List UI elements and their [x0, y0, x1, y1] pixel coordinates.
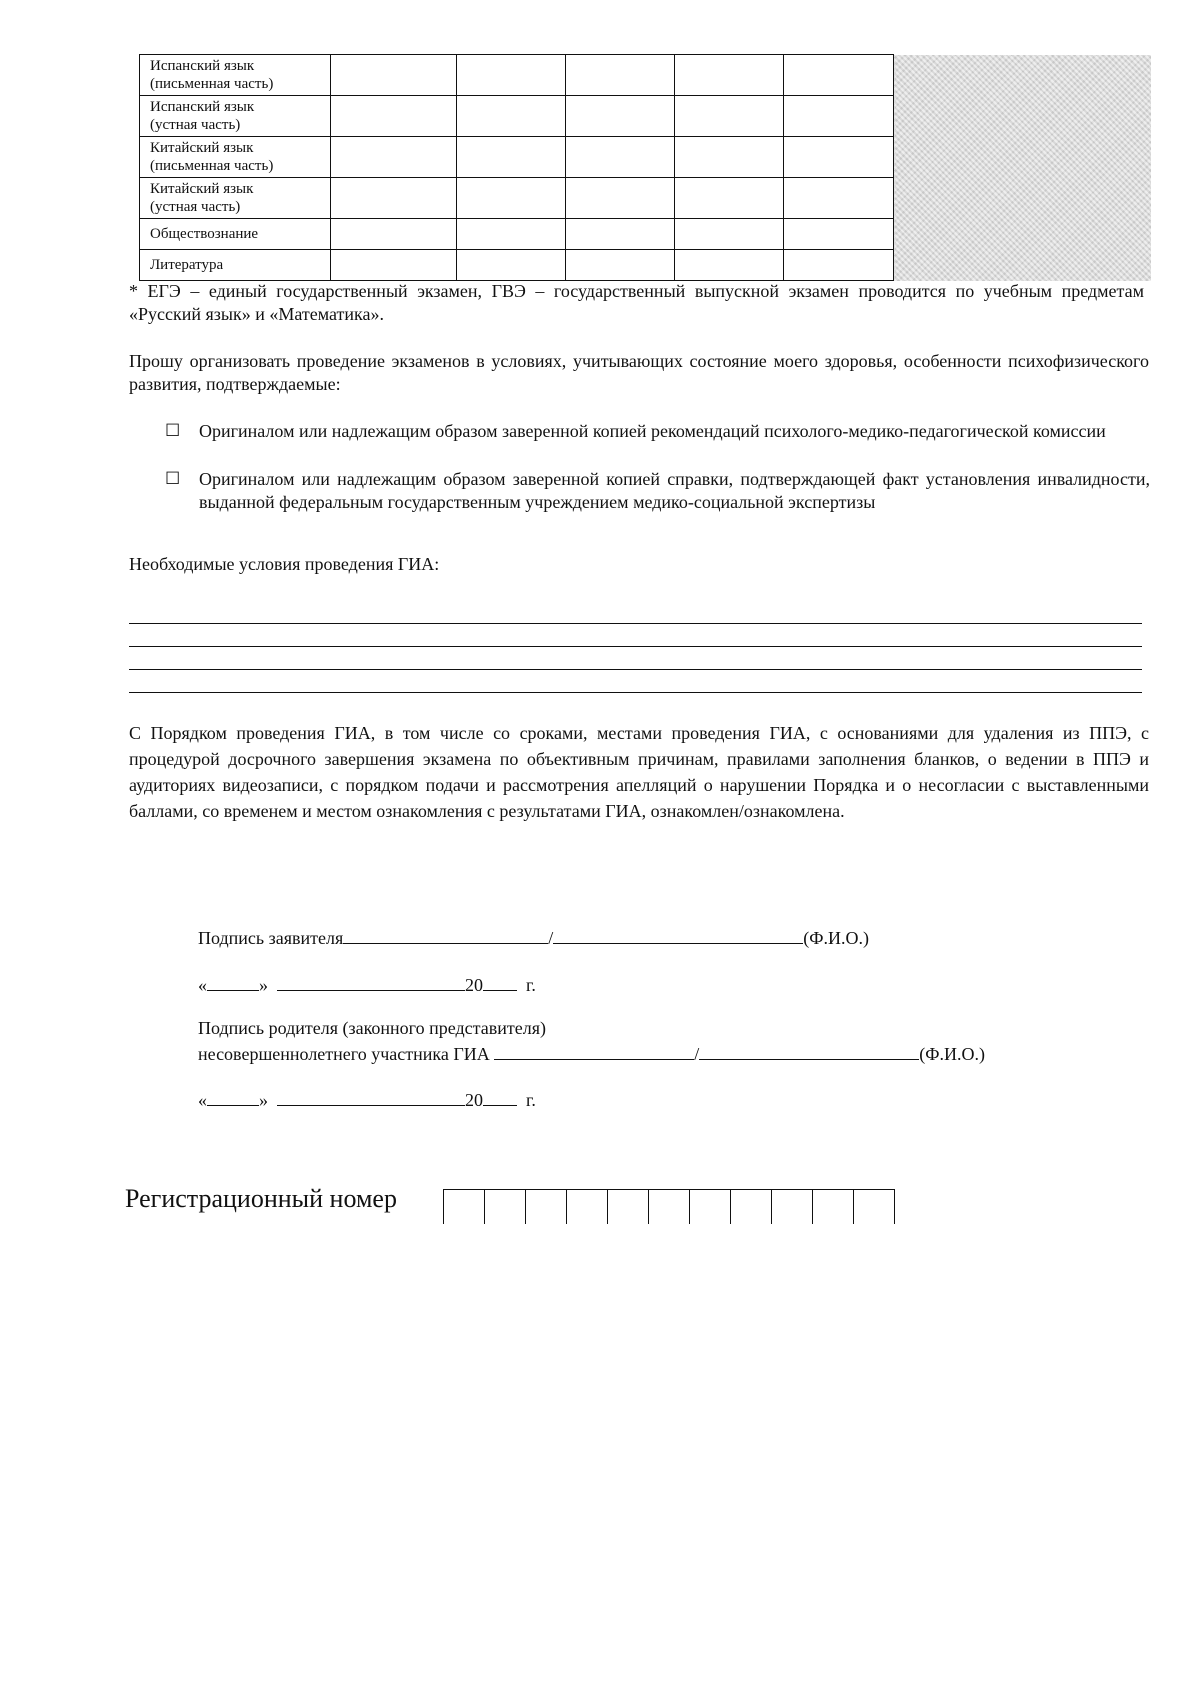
- parent-year-field[interactable]: [483, 1087, 517, 1106]
- exam-subjects-table: [139, 54, 1151, 281]
- exam-mark-cell[interactable]: [566, 55, 675, 96]
- exam-mark-cell[interactable]: [457, 178, 566, 219]
- exam-mark-cell[interactable]: [675, 96, 784, 137]
- conditions-line-1[interactable]: [129, 623, 1142, 624]
- registration-digit-box[interactable]: [853, 1189, 895, 1224]
- exam-mark-cell[interactable]: [566, 96, 675, 137]
- registration-number-boxes: [443, 1189, 895, 1225]
- exam-mark-cell[interactable]: [675, 250, 784, 281]
- exam-mark-cell[interactable]: [457, 55, 566, 96]
- registration-number-label: Регистрационный номер: [125, 1184, 397, 1213]
- date-year-suffix: г.: [526, 975, 536, 995]
- exam-mark-cell[interactable]: [331, 96, 457, 137]
- exam-mark-cell[interactable]: [784, 178, 894, 219]
- exam-subject-cell: Китайский язык (устная часть): [140, 178, 331, 219]
- parent-signature-label-1: Подпись родителя (законного представителя): [198, 1018, 546, 1038]
- exam-mark-cell[interactable]: [784, 96, 894, 137]
- conditions-label: Необходимые условия проведения ГИА:: [129, 554, 440, 574]
- registration-digit-box[interactable]: [443, 1189, 484, 1224]
- applicant-fio-field[interactable]: [553, 925, 803, 944]
- exam-mark-cell[interactable]: [675, 178, 784, 219]
- exam-mark-cell[interactable]: [331, 137, 457, 178]
- exam-mark-cell[interactable]: [566, 250, 675, 281]
- applicant-separator: /: [548, 928, 554, 948]
- exam-mark-cell[interactable]: [331, 250, 457, 281]
- exam-table-row: [140, 55, 1151, 96]
- exam-mark-cell[interactable]: [675, 219, 784, 250]
- registration-digit-box[interactable]: [566, 1189, 607, 1224]
- exam-subject-cell: Китайский язык (письменная часть): [140, 137, 331, 178]
- parent-date-year-suffix: г.: [526, 1090, 536, 1110]
- registration-digit-box[interactable]: [525, 1189, 566, 1224]
- registration-digit-box[interactable]: [730, 1189, 771, 1224]
- footnote: * ЕГЭ – единый государственный экзамен, ГВЭ – государственный выпускной экзамен проводится по учебным предметам «Русский язык» и «Математика».: [129, 281, 1144, 324]
- exam-subject-cell: Испанский язык (письменная часть): [140, 55, 331, 96]
- registration-digit-box[interactable]: [812, 1189, 853, 1224]
- exam-subject-cell: Литература: [140, 250, 331, 281]
- option-disability-text: Оригиналом или надлежащим образом заверенной копией справки, подтверждающей факт установления инвалидности, выданной федеральным государственным учреждением медико-социальной экспертизы: [199, 469, 1150, 512]
- exam-mark-cell[interactable]: [457, 250, 566, 281]
- applicant-date-line: [198, 972, 536, 997]
- exam-subject-cell: Обществознание: [140, 219, 331, 250]
- parent-fio-label: (Ф.И.О.): [919, 1044, 985, 1064]
- exam-subject-cell: Испанский язык (устная часть): [140, 96, 331, 137]
- exam-mark-cell[interactable]: [331, 219, 457, 250]
- parent-signature-line: [198, 1041, 985, 1066]
- applicant-month-field[interactable]: [277, 972, 465, 991]
- registration-digit-box[interactable]: [771, 1189, 812, 1224]
- applicant-signature-field[interactable]: [343, 925, 548, 944]
- parent-date-open-quote: «: [198, 1090, 207, 1110]
- checkbox-pmpk[interactable]: ☐: [165, 421, 181, 440]
- applicant-signature-line: [198, 925, 869, 950]
- consent-text: С Порядком проведения ГИА, в том числе со сроками, местами проведения ГИА, с основаниями для удаления из ППЭ, с процедурой досрочного завершения экзамена по объективным причинам, правилами заполнения бланков, о ведении в ППЭ и аудиториях видеозаписи, с порядком подачи и рассмотрения апелляций о нарушении Порядка и о несогласии с выставленными баллами, со временем и местом ознакомления с результатами ГИА, ознакомлен/ознакомлена.: [129, 723, 1149, 821]
- exam-mark-cell[interactable]: [675, 137, 784, 178]
- registration-digit-box[interactable]: [648, 1189, 689, 1224]
- exam-mark-cell[interactable]: [457, 96, 566, 137]
- date-close-quote: »: [259, 975, 268, 995]
- parent-signature-label-2: несовершеннолетнего участника ГИА: [198, 1044, 490, 1064]
- exam-mark-cell[interactable]: [784, 55, 894, 96]
- exam-mark-cell[interactable]: [675, 55, 784, 96]
- registration-digit-box[interactable]: [607, 1189, 648, 1224]
- conditions-line-2[interactable]: [129, 646, 1142, 647]
- parent-date-close-quote: »: [259, 1090, 268, 1110]
- conditions-line-3[interactable]: [129, 669, 1142, 670]
- exam-mark-cell[interactable]: [784, 250, 894, 281]
- parent-signature-field[interactable]: [494, 1041, 694, 1060]
- parent-date-line: [198, 1087, 536, 1112]
- registration-digit-box[interactable]: [484, 1189, 525, 1224]
- exam-mark-cell[interactable]: [457, 137, 566, 178]
- exam-mark-cell[interactable]: [331, 55, 457, 96]
- request-text: Прошу организовать проведение экзаменов в условиях, учитывающих состояние моего здоровья, особенности психофизического развития, подтверждаемые:: [129, 351, 1149, 394]
- parent-separator: /: [694, 1044, 700, 1064]
- conditions-line-4[interactable]: [129, 692, 1142, 693]
- parent-date-year-prefix: 20: [465, 1090, 483, 1110]
- exam-mark-cell[interactable]: [784, 137, 894, 178]
- applicant-signature-label: Подпись заявителя: [198, 928, 344, 948]
- exam-mark-cell[interactable]: [566, 137, 675, 178]
- shaded-cell: [894, 55, 1151, 281]
- date-year-prefix: 20: [465, 975, 483, 995]
- exam-mark-cell[interactable]: [331, 178, 457, 219]
- applicant-day-field[interactable]: [207, 972, 259, 991]
- parent-month-field[interactable]: [277, 1087, 465, 1106]
- option-pmpk-text: Оригиналом или надлежащим образом заверенной копией рекомендаций психолого-медико-педагогической комиссии: [199, 421, 1106, 441]
- applicant-fio-label: (Ф.И.О.): [803, 928, 869, 948]
- checkbox-disability[interactable]: ☐: [165, 469, 181, 488]
- exam-mark-cell[interactable]: [566, 178, 675, 219]
- date-open-quote: «: [198, 975, 207, 995]
- exam-mark-cell[interactable]: [457, 219, 566, 250]
- exam-mark-cell[interactable]: [784, 219, 894, 250]
- applicant-year-field[interactable]: [483, 972, 517, 991]
- parent-day-field[interactable]: [207, 1087, 259, 1106]
- parent-fio-field[interactable]: [699, 1041, 919, 1060]
- exam-mark-cell[interactable]: [566, 219, 675, 250]
- registration-digit-box[interactable]: [689, 1189, 730, 1224]
